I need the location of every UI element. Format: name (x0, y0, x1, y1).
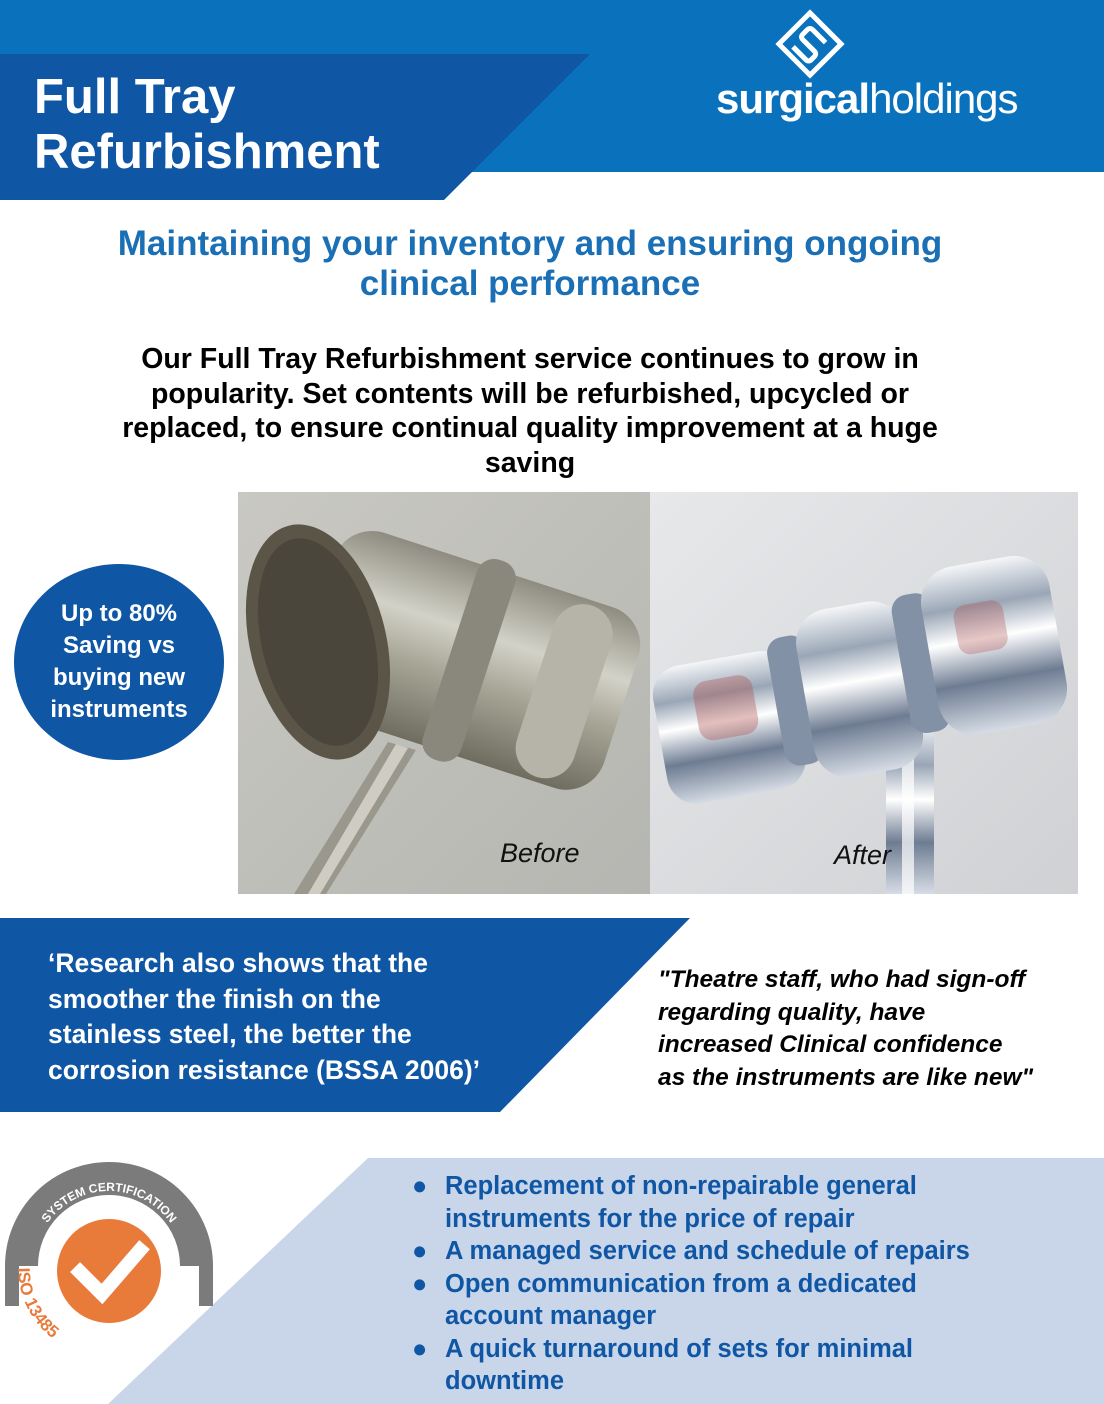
theatre-line-3: increased Clinical confidence (658, 1031, 1003, 1058)
intro-paragraph (40, 342, 1020, 480)
headline (40, 224, 1020, 304)
benefit-line: Replacement of non-repairable general (445, 1172, 917, 1200)
before-label: Before (500, 838, 580, 868)
cert-standard-text: ISO 13485 (13, 1267, 63, 1342)
benefit-line: A quick turnaround of sets for minimal (445, 1334, 914, 1363)
cert-arc-text: SYSTEM CERTIFICATION (38, 1179, 180, 1226)
bullet-icon: ● (412, 1269, 428, 1298)
headline-line-1: Maintaining your inventory and ensuring ongoing (117, 224, 943, 263)
intro-line-3: replaced, to ensure continual quality improvement at a huge (122, 412, 938, 444)
saving-badge (14, 564, 224, 760)
title-line-2: Refurbishment (34, 125, 380, 179)
intro-line-4: saving (484, 446, 576, 479)
research-line-3: stainless steel, the better the (48, 1019, 412, 1049)
benefit-line: instruments for the price of repair (445, 1204, 855, 1233)
benefit-line: Open communication from a dedicated (445, 1269, 917, 1298)
title-line-1: Full Tray (34, 70, 236, 124)
theatre-line-2: regarding quality, have (658, 998, 926, 1026)
research-line-4: corrosion resistance (BSSA 2006)’ (48, 1054, 481, 1085)
benefits-list (412, 1170, 1092, 1398)
benefit-line: downtime (445, 1367, 564, 1395)
page-title (34, 70, 454, 180)
iso-certification-badge (4, 1156, 214, 1366)
benefit-item (412, 1170, 1092, 1235)
benefit-item (412, 1268, 1092, 1333)
benefit-item (412, 1235, 1092, 1268)
after-label: After (834, 840, 892, 870)
theatre-line-4: as the instruments are like new" (658, 1063, 1034, 1091)
saving-line-2: Saving vs (62, 632, 176, 659)
saving-line-1: Up to 80% (60, 600, 177, 627)
headline-line-2: clinical performance (359, 264, 701, 303)
saving-line-3: buying new (53, 664, 185, 691)
before-photo (238, 492, 650, 894)
intro-line-2: popularity. Set contents will be refurbished, upcycled or (150, 377, 910, 410)
company-logo-icon (774, 8, 846, 80)
benefit-line: A managed service and schedule of repairs (445, 1237, 970, 1265)
theatre-line-1: "Theatre staff, who had sign-off (658, 966, 1026, 993)
research-line-1: ‘Research also shows that the (48, 948, 428, 978)
theatre-quote (658, 964, 1088, 1094)
research-quote (48, 946, 608, 1088)
bullet-icon: ● (412, 1334, 428, 1363)
benefit-line: account manager (445, 1302, 657, 1330)
logo-wordmark-light: holdings (869, 75, 1018, 122)
bullet-icon: ● (412, 1237, 428, 1265)
intro-line-1: Our Full Tray Refurbishment service continues to grow in (141, 343, 919, 375)
research-line-2: smoother the finish on the (48, 983, 381, 1014)
logo-wordmark-bold: surgical (716, 75, 870, 122)
bullet-icon: ● (412, 1172, 428, 1200)
company-logo-wordmark (716, 74, 1018, 124)
saving-line-4: instruments (50, 696, 188, 723)
after-photo (650, 492, 1078, 894)
benefit-item (412, 1333, 1092, 1398)
saving-text (34, 598, 204, 726)
